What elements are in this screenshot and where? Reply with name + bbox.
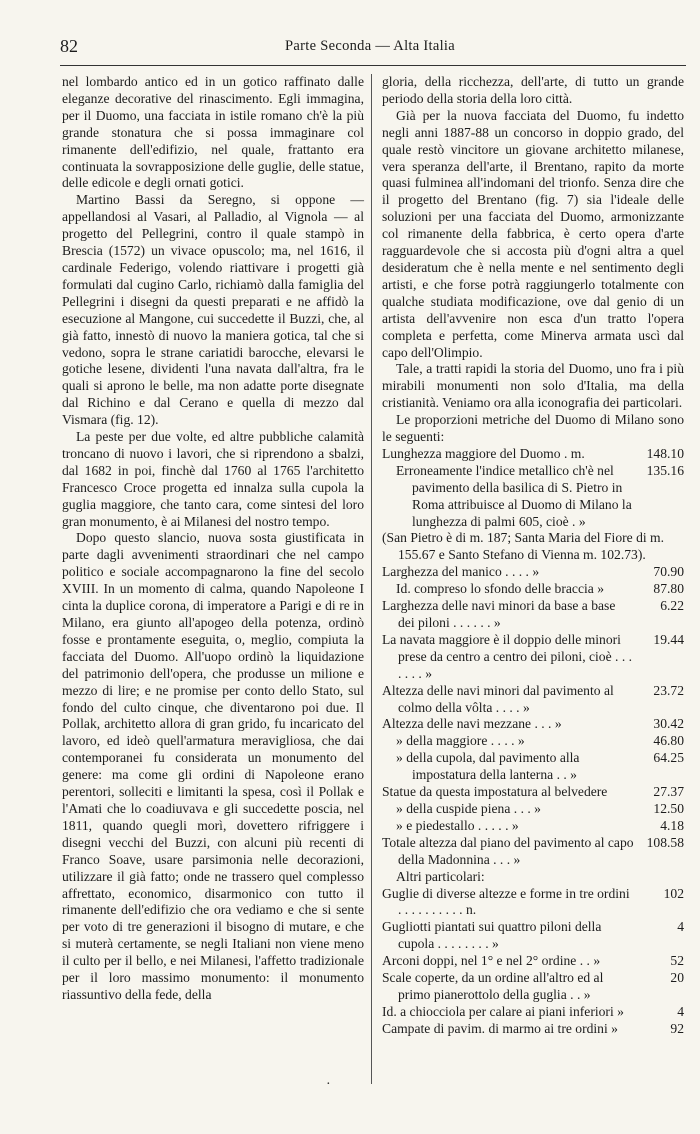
measure-value: 64.25 bbox=[653, 750, 684, 766]
measure-note: (San Pietro è di m. 187; Santa Maria del Fiore di m. 155.67 e Santo Stefano di Vienna m. 102.73). bbox=[382, 530, 665, 563]
measure-label: Id. compreso lo sfondo delle braccia » bbox=[396, 581, 604, 597]
other-label: Arconi doppi, nel 1° e nel 2° ordine . . » bbox=[382, 953, 601, 969]
paragraph: Dopo questo slancio, nuova sosta giustificata in parte dagli avvenimenti straordinari che nel campo politico e sociale accompagnarono la fine del secolo XVIII. In un momento di calma, quando Napoleone I cinta la duplice corona, di imperatore a Parigi e di re in Milano, era giunto all'apogeo della potenza, ordinò fosse e prontamente eseguita, o, meglio, compiuta la facciata del Duomo. All'uopo ordinò la liquidazione del patrimonio dell'opera, che produsse un milione e mezzo di lire; e ne promise per conto dello Stato, sul fondo del culto cinque, che diventarono poi due. Il Pollak, architetto allora di gran grido, fu incaricato del lavoro, ed ideò quell'armatura meravigliosa, che dai contemporanei fu considerata un monumento del genere: ma come gli ordini di Napoleone erano perentori, solleciti e limitanti la spesa, così il Pollak e l'Amati che lo coadiuvava e gli succedette poscia, nel 1811, quando quegli morì, dovettero rifriggere i disegni vecchi del Buzzi, con alcuni più recenti di Franco Soave, usare parsimonia nelle decorazioni, utilizzare il già fatto; onde ne trassero quel complesso affrettato, economico, disarmonico con tutto il rimanente dell'edifizio che ora vediamo e che si sente per voto di tre generazioni il bisogno di mutare, e che si muterà certamente, se negli Italiani non viene meno il culto per il bello, e nei Milanesi, l'affetto tradizionale per il loro massimo monumento: il monumento riassuntivo della fede, della bbox=[62, 530, 364, 1002]
measure-label: » e piedestallo . . . . . » bbox=[396, 817, 519, 833]
paragraph: gloria, della ricchezza, dell'arte, di tutto un grande periodo della storia della loro città. bbox=[382, 74, 684, 106]
column-divider bbox=[371, 74, 372, 1084]
other-label: Gugliotti piantati sui quattro piloni della cupola . . . . . . . . » bbox=[382, 919, 602, 952]
measure-row bbox=[382, 581, 684, 598]
measure-value: 148.10 bbox=[646, 445, 684, 461]
measure-row bbox=[382, 835, 684, 869]
measure-row bbox=[382, 632, 684, 683]
measure-row bbox=[382, 733, 684, 750]
measure-label: Altezza delle navi minori dal pavimento al colmo della vôlta . . . . » bbox=[382, 682, 614, 715]
measure-label: La navata maggiore è il doppio delle minori prese da centro a centro dei piloni, cioè . . . . . . . » bbox=[382, 631, 633, 681]
measure-row bbox=[382, 784, 684, 801]
other-row bbox=[382, 886, 684, 920]
measure-value: 30.42 bbox=[653, 716, 684, 732]
header-rule bbox=[60, 65, 686, 66]
left-column bbox=[62, 74, 364, 1004]
other-row bbox=[382, 953, 684, 970]
measure-label: » della cuspide piena . . . » bbox=[396, 800, 541, 816]
measure-value: 6.22 bbox=[660, 598, 684, 614]
measure-label: Larghezza del manico . . . . » bbox=[382, 564, 540, 580]
measure-label: Altezza delle navi mezzane . . . » bbox=[382, 716, 562, 732]
other-value: 20 bbox=[670, 970, 684, 986]
paragraph: Martino Bassi da Seregno, si oppone — appellandosi al Vasari, al Palladio, al Vignola — al progetto del Pellegrini, contro il quale stampò in Brescia (1572) un vivace opuscolo; ma, nel 1616, il cardinale Federigo, volendo riattivare i progetti già formulati dal cugino Carlo, richiamò dalla famiglia del Pellegrini i disegni da questi preparati e ne affidò la esecuzione al Mangone, cui succedette il Buzzi, che, al già fatto, innestò di nuovo la maniera gotica, tal che si vedono, sopra le strane cariatidi barocche, elevarsi le gotiche lesene, dividenti l'una navata dall'altra, fra le quali si aprono le belle, ma non adatte porte disegnate dal Richino e dal Cerano e quella di mezzo dal Vismara (fig. 12). bbox=[62, 192, 364, 428]
paragraph: Tale, a tratti rapidi la storia del Duomo, uno fra i più mirabili monumenti non solo d'Italia, ma della cristianità. Veniamo ora alla iconografia dei particolari. bbox=[382, 361, 684, 411]
paragraph: nel lombardo antico ed in un gotico raffinato dalle eleganze decorative del rinascimento. Egli immagina, per il Duomo, una facciata in istile romano ch'è la più grande stonatura che si possa immaginare col rimanente dell'edifizio, nel quale, frattanto era continuata la sovrapposizione delle guglie, delle statue, delle edicole e degli ornati gotici. bbox=[62, 74, 364, 191]
measure-value: 108.58 bbox=[646, 834, 684, 850]
measures-table bbox=[382, 446, 684, 869]
page-number: 82 bbox=[60, 36, 78, 56]
measure-value: 135.16 bbox=[646, 462, 684, 478]
running-title: Parte Seconda — Alta Italia bbox=[285, 38, 455, 54]
measure-row bbox=[382, 530, 684, 564]
other-row bbox=[382, 1021, 684, 1038]
other-label: Scale coperte, da un ordine all'altro ed al primo pianerottolo della guglia . . » bbox=[382, 970, 604, 1002]
other-label: Campate di pavim. di marmo ai tre ordini » bbox=[382, 1020, 618, 1036]
measure-label: » della maggiore . . . . » bbox=[396, 733, 525, 749]
other-value: 4 bbox=[677, 1003, 684, 1019]
measure-value: 4.18 bbox=[660, 817, 684, 833]
measure-row bbox=[382, 446, 684, 463]
measure-row bbox=[382, 463, 684, 531]
measure-value: 46.80 bbox=[653, 733, 684, 749]
other-value: 92 bbox=[670, 1020, 684, 1036]
other-row bbox=[382, 1004, 684, 1021]
measure-label: Statue da questa impostatura al belvedere bbox=[382, 784, 608, 800]
measure-value: 19.44 bbox=[653, 631, 684, 647]
other-label: Id. a chiocciola per calare ai piani inferiori » bbox=[382, 1003, 624, 1019]
measure-label: Erroneamente l'indice metallico ch'è nel pavimento della basilica di S. Pietro in Roma attribuisce al Duomo di Milano la lunghezza di palmi 605, cioè . » bbox=[396, 462, 632, 529]
measure-row bbox=[382, 564, 684, 581]
other-label: Guglie di diverse altezze e forme in tre ordini . . . . . . . . . . n. bbox=[382, 885, 630, 918]
measure-row bbox=[382, 716, 684, 733]
others-table bbox=[382, 886, 684, 1038]
measure-value: 12.50 bbox=[653, 800, 684, 816]
measure-row bbox=[382, 750, 684, 784]
paragraph: Già per la nuova facciata del Duomo, fu indetto negli anni 1887-88 un concorso in doppio grado, del quale restò vincitore un giovane architetto milanese, vera speranza dell'arte, il Brentano, rapito da morte quasi fulminea all'indomani del trionfo. Senza dire che il progetto del Brentano (fig. 7) sia l'ideale delle soluzioni per una facciata del Duomo, armonizzante col rimanente della fabbrica, è certo opera d'arte ragguardevole che si accosta più d'ogni altra a quel desideratum che è nella mente e nel sentimento degli artisti, e che forse potrà raggiungerlo totalmente con qualche studiata modificazione, ove dal genio di un artista dell'avvenire non esca d'un tratto l'opera completa e perfetta, come Minerva armata uscì dal capo dell'Olimpio. bbox=[382, 107, 684, 360]
measure-value: 70.90 bbox=[653, 564, 684, 580]
measure-value: 23.72 bbox=[653, 682, 684, 698]
measure-row bbox=[382, 683, 684, 717]
right-column bbox=[382, 74, 684, 1038]
other-row bbox=[382, 970, 684, 1004]
measure-label: Larghezza delle navi minori da base a base dei piloni . . . . . . » bbox=[382, 598, 616, 630]
measure-value: 87.80 bbox=[653, 581, 684, 597]
measure-row bbox=[382, 598, 684, 632]
paragraph: La peste per due volte, ed altre pubbliche calamità troncano di nuovo i lavori, che si riprendono a sbalzi, dal 1682 in poi, finchè dal 1760 al 1765 l'architetto Francesco Croce progetta ed innalza sulla cupola la guglia maggiore, che tanto cara, come sintesi del loro gran monumento, è ai Milanesi del nostro tempo. bbox=[62, 429, 364, 529]
other-row bbox=[382, 919, 684, 953]
other-value: 102 bbox=[663, 885, 684, 901]
other-value: 52 bbox=[670, 953, 684, 969]
page-header bbox=[60, 36, 680, 58]
measure-label: Totale altezza dal piano del pavimento al capo della Madonnina . . . » bbox=[382, 834, 634, 867]
other-value: 4 bbox=[677, 919, 684, 935]
subheading: Altri particolari: bbox=[396, 868, 485, 884]
footer-mark: · bbox=[326, 1077, 331, 1092]
measure-row bbox=[382, 801, 684, 818]
measure-row bbox=[382, 818, 684, 835]
paragraph: Le proporzioni metriche del Duomo di Milano sono le seguenti: bbox=[382, 412, 684, 445]
measure-label: » della cupola, dal pavimento alla impostatura della lanterna . . » bbox=[396, 750, 580, 783]
measure-value: 27.37 bbox=[653, 784, 684, 800]
measure-label: Lunghezza maggiore del Duomo . m. bbox=[382, 445, 585, 461]
